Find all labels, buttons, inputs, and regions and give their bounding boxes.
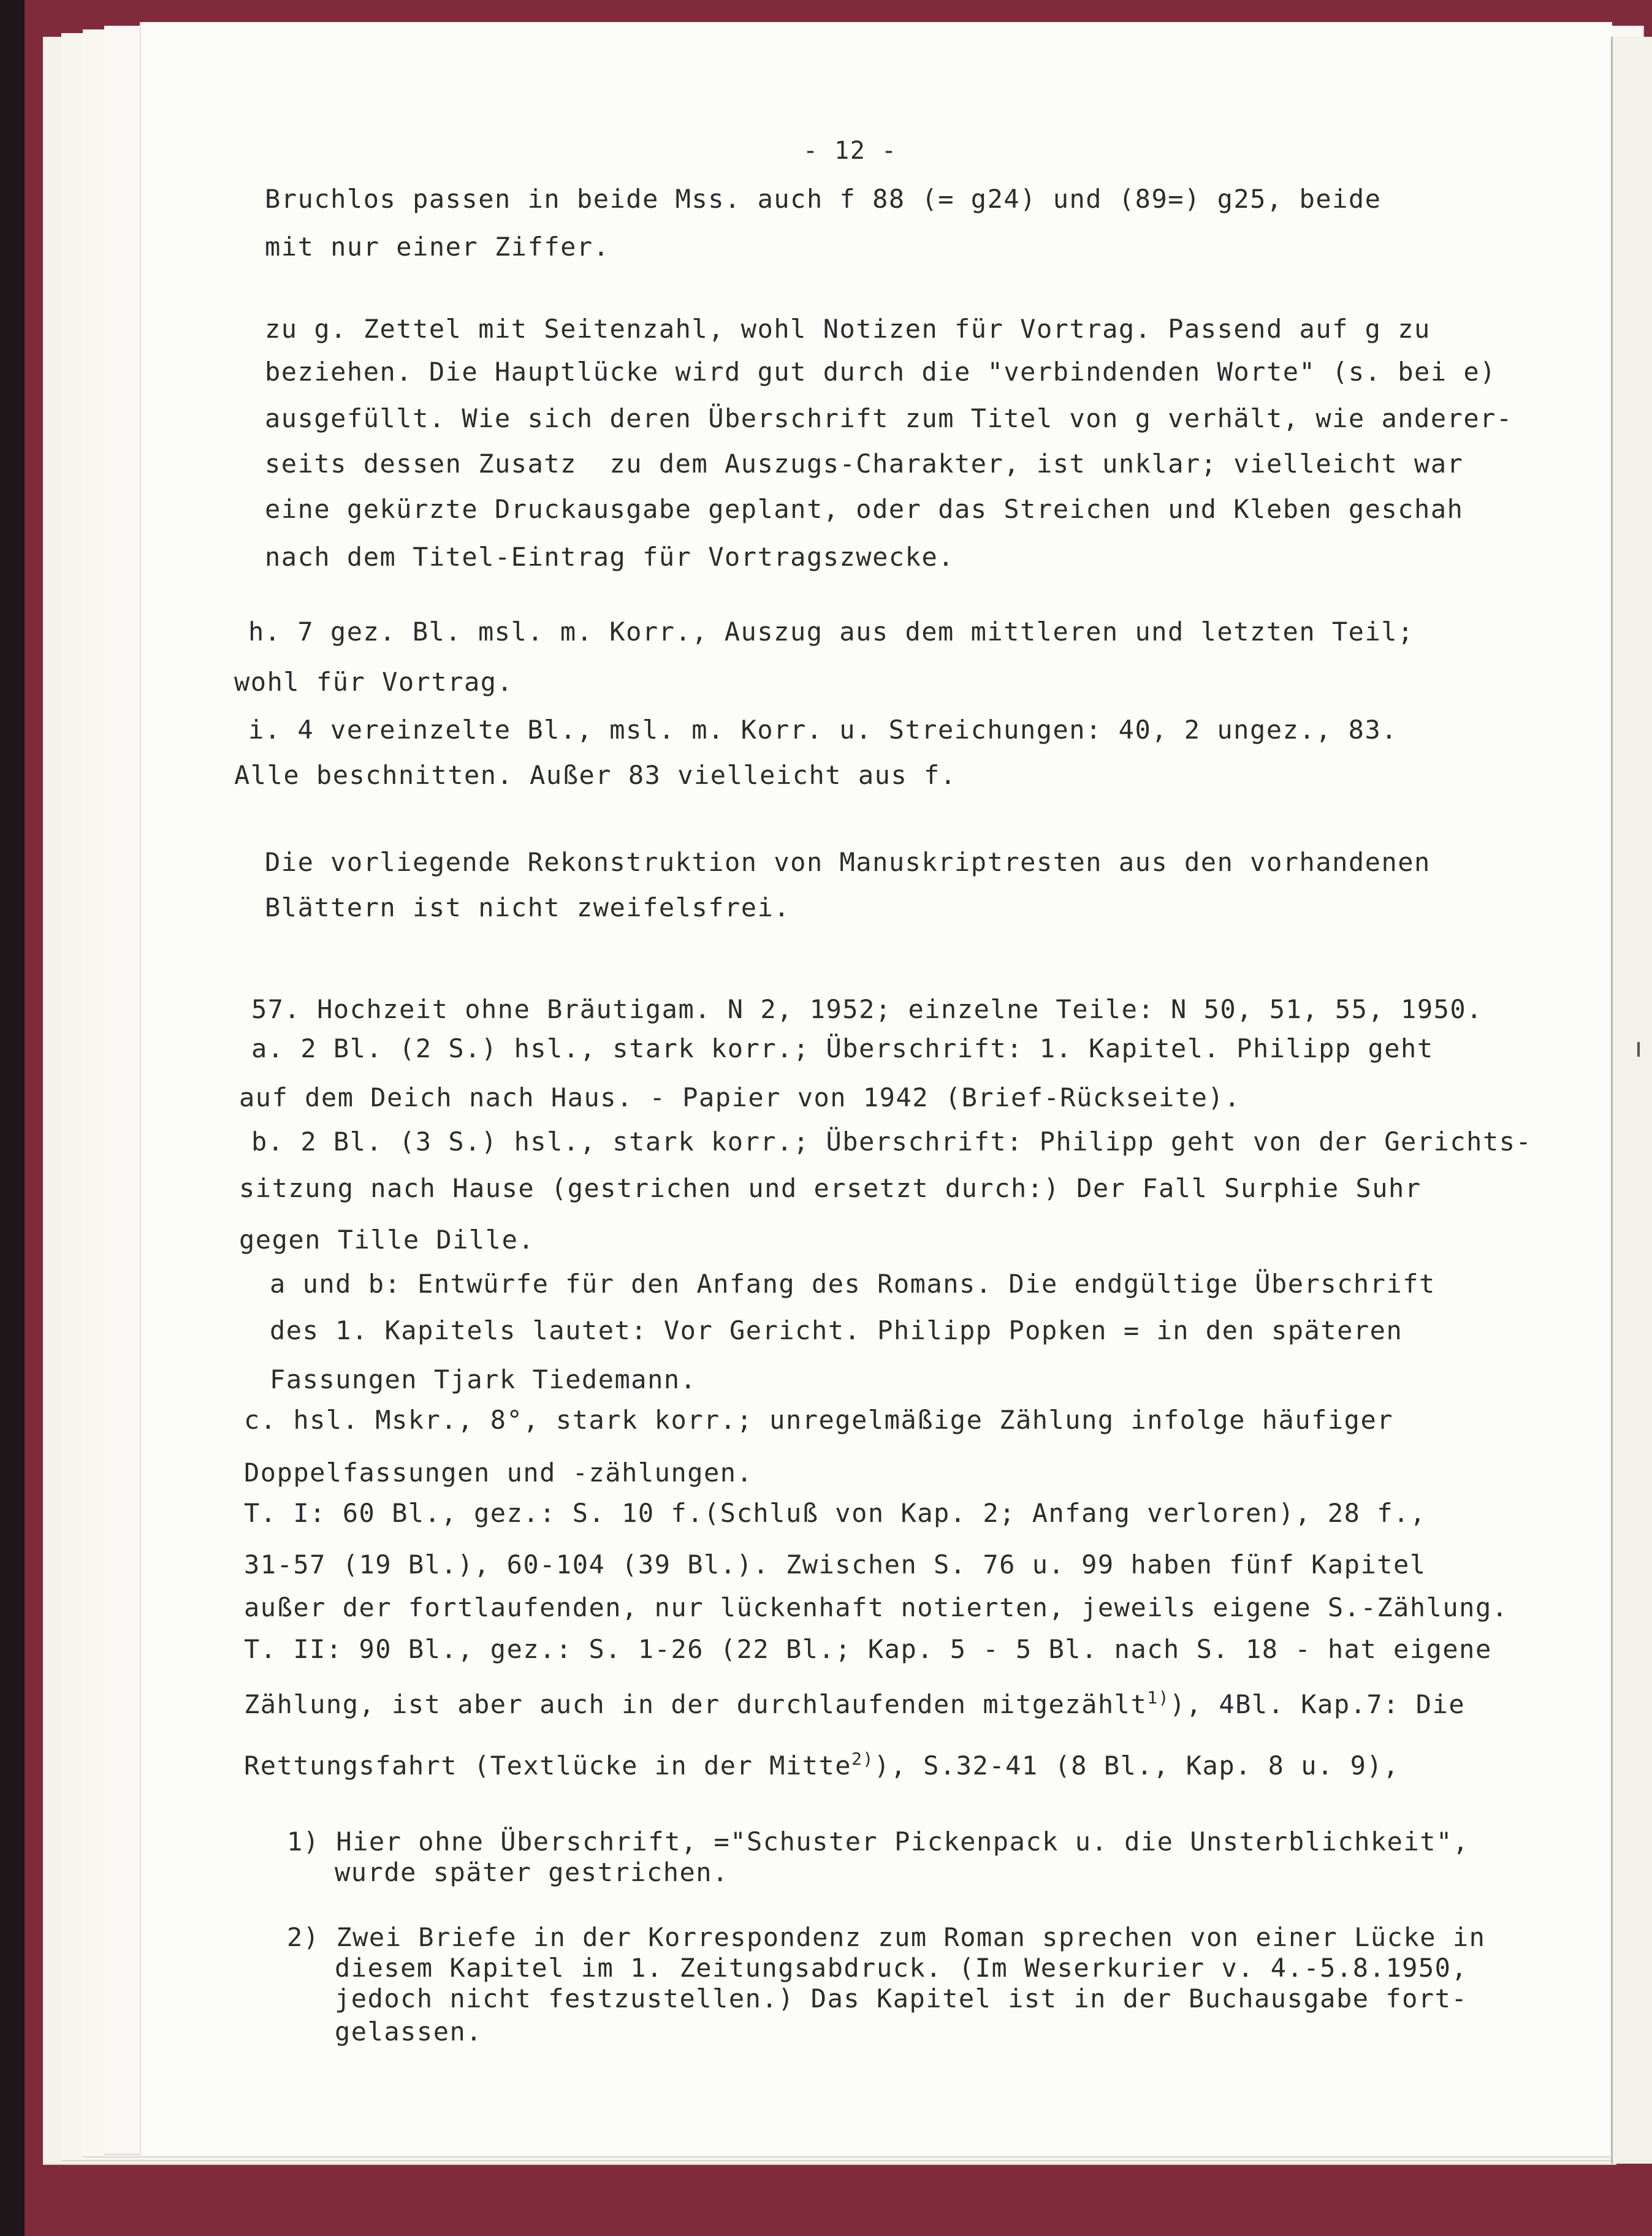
text-line: beziehen. Die Hauptlücke wird gut durch die "verbindenden Worte" (s. bei e) [265, 357, 1496, 387]
text-line: Alle beschnitten. Außer 83 vielleicht aus f. [234, 760, 957, 790]
text-line: 57. Hochzeit ohne Bräutigam. N 2, 1952; einzelne Teile: N 50, 51, 55, 1950. [251, 994, 1483, 1024]
text-line: außer der fortlaufenden, nur lückenhaft notierten, jeweils eigene S.-Zählung. [244, 1592, 1509, 1622]
text-line: Bruchlos passen in beide Mss. auch f 88 (= g24) und (89=) g25, beide [265, 184, 1382, 214]
text-segment: Zählung, ist aber auch in der durchlaufenden mitgezählt [244, 1689, 1148, 1719]
text-line: sitzung nach Hause (gestrichen und ersetzt durch:) Der Fall Surphie Suhr [239, 1173, 1422, 1203]
text-line: Fassungen Tjark Tiedemann. [270, 1364, 697, 1394]
text-line: wohl für Vortrag. [234, 667, 514, 697]
text-line: a. 2 Bl. (2 S.) hsl., stark korr.; Überschrift: 1. Kapitel. Philipp geht [251, 1033, 1434, 1063]
text-line: T. I: 60 Bl., gez.: S. 10 f.(Schluß von Kap. 2; Anfang verloren), 28 f., [244, 1498, 1426, 1528]
footnote-reference: 2) [851, 1749, 874, 1769]
footnote-reference: 1) [1147, 1687, 1170, 1708]
text-segment: ), 4Bl. Kap.7: Die [1169, 1689, 1466, 1719]
text-line: Blättern ist nicht zweifelsfrei. [265, 892, 791, 922]
text-line: ausgefüllt. Wie sich deren Überschrift zum Titel von g verhält, wie anderer- [265, 403, 1513, 433]
text-line: c. hsl. Mskr., 8°, stark korr.; unregelmäßige Zählung infolge häufiger [244, 1405, 1394, 1435]
text-line: mit nur einer Ziffer. [265, 232, 610, 262]
text-line: nach dem Titel-Eintrag für Vortragszwecke. [265, 542, 955, 572]
text-line: Doppelfassungen und -zählungen. [244, 1458, 753, 1488]
text-line: 31-57 (19 Bl.), 60-104 (39 Bl.). Zwischen S. 76 u. 99 haben fünf Kapitel [244, 1550, 1426, 1580]
footnote-line: gelassen. [335, 2017, 483, 2047]
text-segment: ), S.32-41 (8 Bl., Kap. 8 u. 9), [874, 1751, 1399, 1781]
text-line: Die vorliegende Rekonstruktion von Manuskriptresten aus den vorhandenen [265, 847, 1431, 877]
footnote-line: 2) Zwei Briefe in der Korrespondenz zum Roman sprechen von einer Lücke in [287, 1922, 1486, 1952]
footnote-line: 1) Hier ohne Überschrift, ="Schuster Pickenpack u. die Unsterblichkeit", [287, 1827, 1469, 1857]
text-line: T. II: 90 Bl., gez.: S. 1-26 (22 Bl.; Kap. 5 - 5 Bl. nach S. 18 - hat eigene [244, 1634, 1492, 1664]
text-line: h. 7 gez. Bl. msl. m. Korr., Auszug aus dem mittleren und letzten Teil; [248, 617, 1414, 647]
text-line [244, 1749, 1399, 1781]
text-line: b. 2 Bl. (3 S.) hsl., stark korr.; Überschrift: Philipp geht von der Gerichts- [251, 1127, 1532, 1157]
text-segment: Rettungsfahrt (Textlücke in der Mitte [244, 1751, 852, 1781]
text-line: zu g. Zettel mit Seitenzahl, wohl Notizen für Vortrag. Passend auf g zu [265, 314, 1431, 344]
text-line: auf dem Deich nach Haus. - Papier von 1942 (Brief-Rückseite). [239, 1082, 1241, 1112]
text-line: des 1. Kapitels lautet: Vor Gericht. Philipp Popken = in den späteren [270, 1315, 1403, 1345]
text-line [244, 1687, 1466, 1719]
text-line: i. 4 vereinzelte Bl., msl. m. Korr. u. Streichungen: 40, 2 ungez., 83. [248, 715, 1398, 745]
footnote-line: jedoch nicht festzustellen.) Das Kapitel ist in der Buchausgabe fort- [335, 1983, 1468, 2014]
text-line: eine gekürzte Druckausgabe geplant, oder das Streichen und Kleben geschah [265, 494, 1464, 524]
text-line: a und b: Entwürfe für den Anfang des Romans. Die endgültige Überschrift [270, 1269, 1436, 1299]
footnote-line: diesem Kapitel im 1. Zeitungsabdruck. (Im Weserkurier v. 4.-5.8.1950, [335, 1953, 1468, 1983]
text-line: seits dessen Zusatz zu dem Auszugs-Charakter, ist unklar; vielleicht war [265, 449, 1464, 479]
page-number: - 12 - [803, 137, 897, 165]
footnote-line: wurde später gestrichen. [335, 1857, 729, 1887]
text-line: gegen Tille Dille. [239, 1225, 535, 1255]
